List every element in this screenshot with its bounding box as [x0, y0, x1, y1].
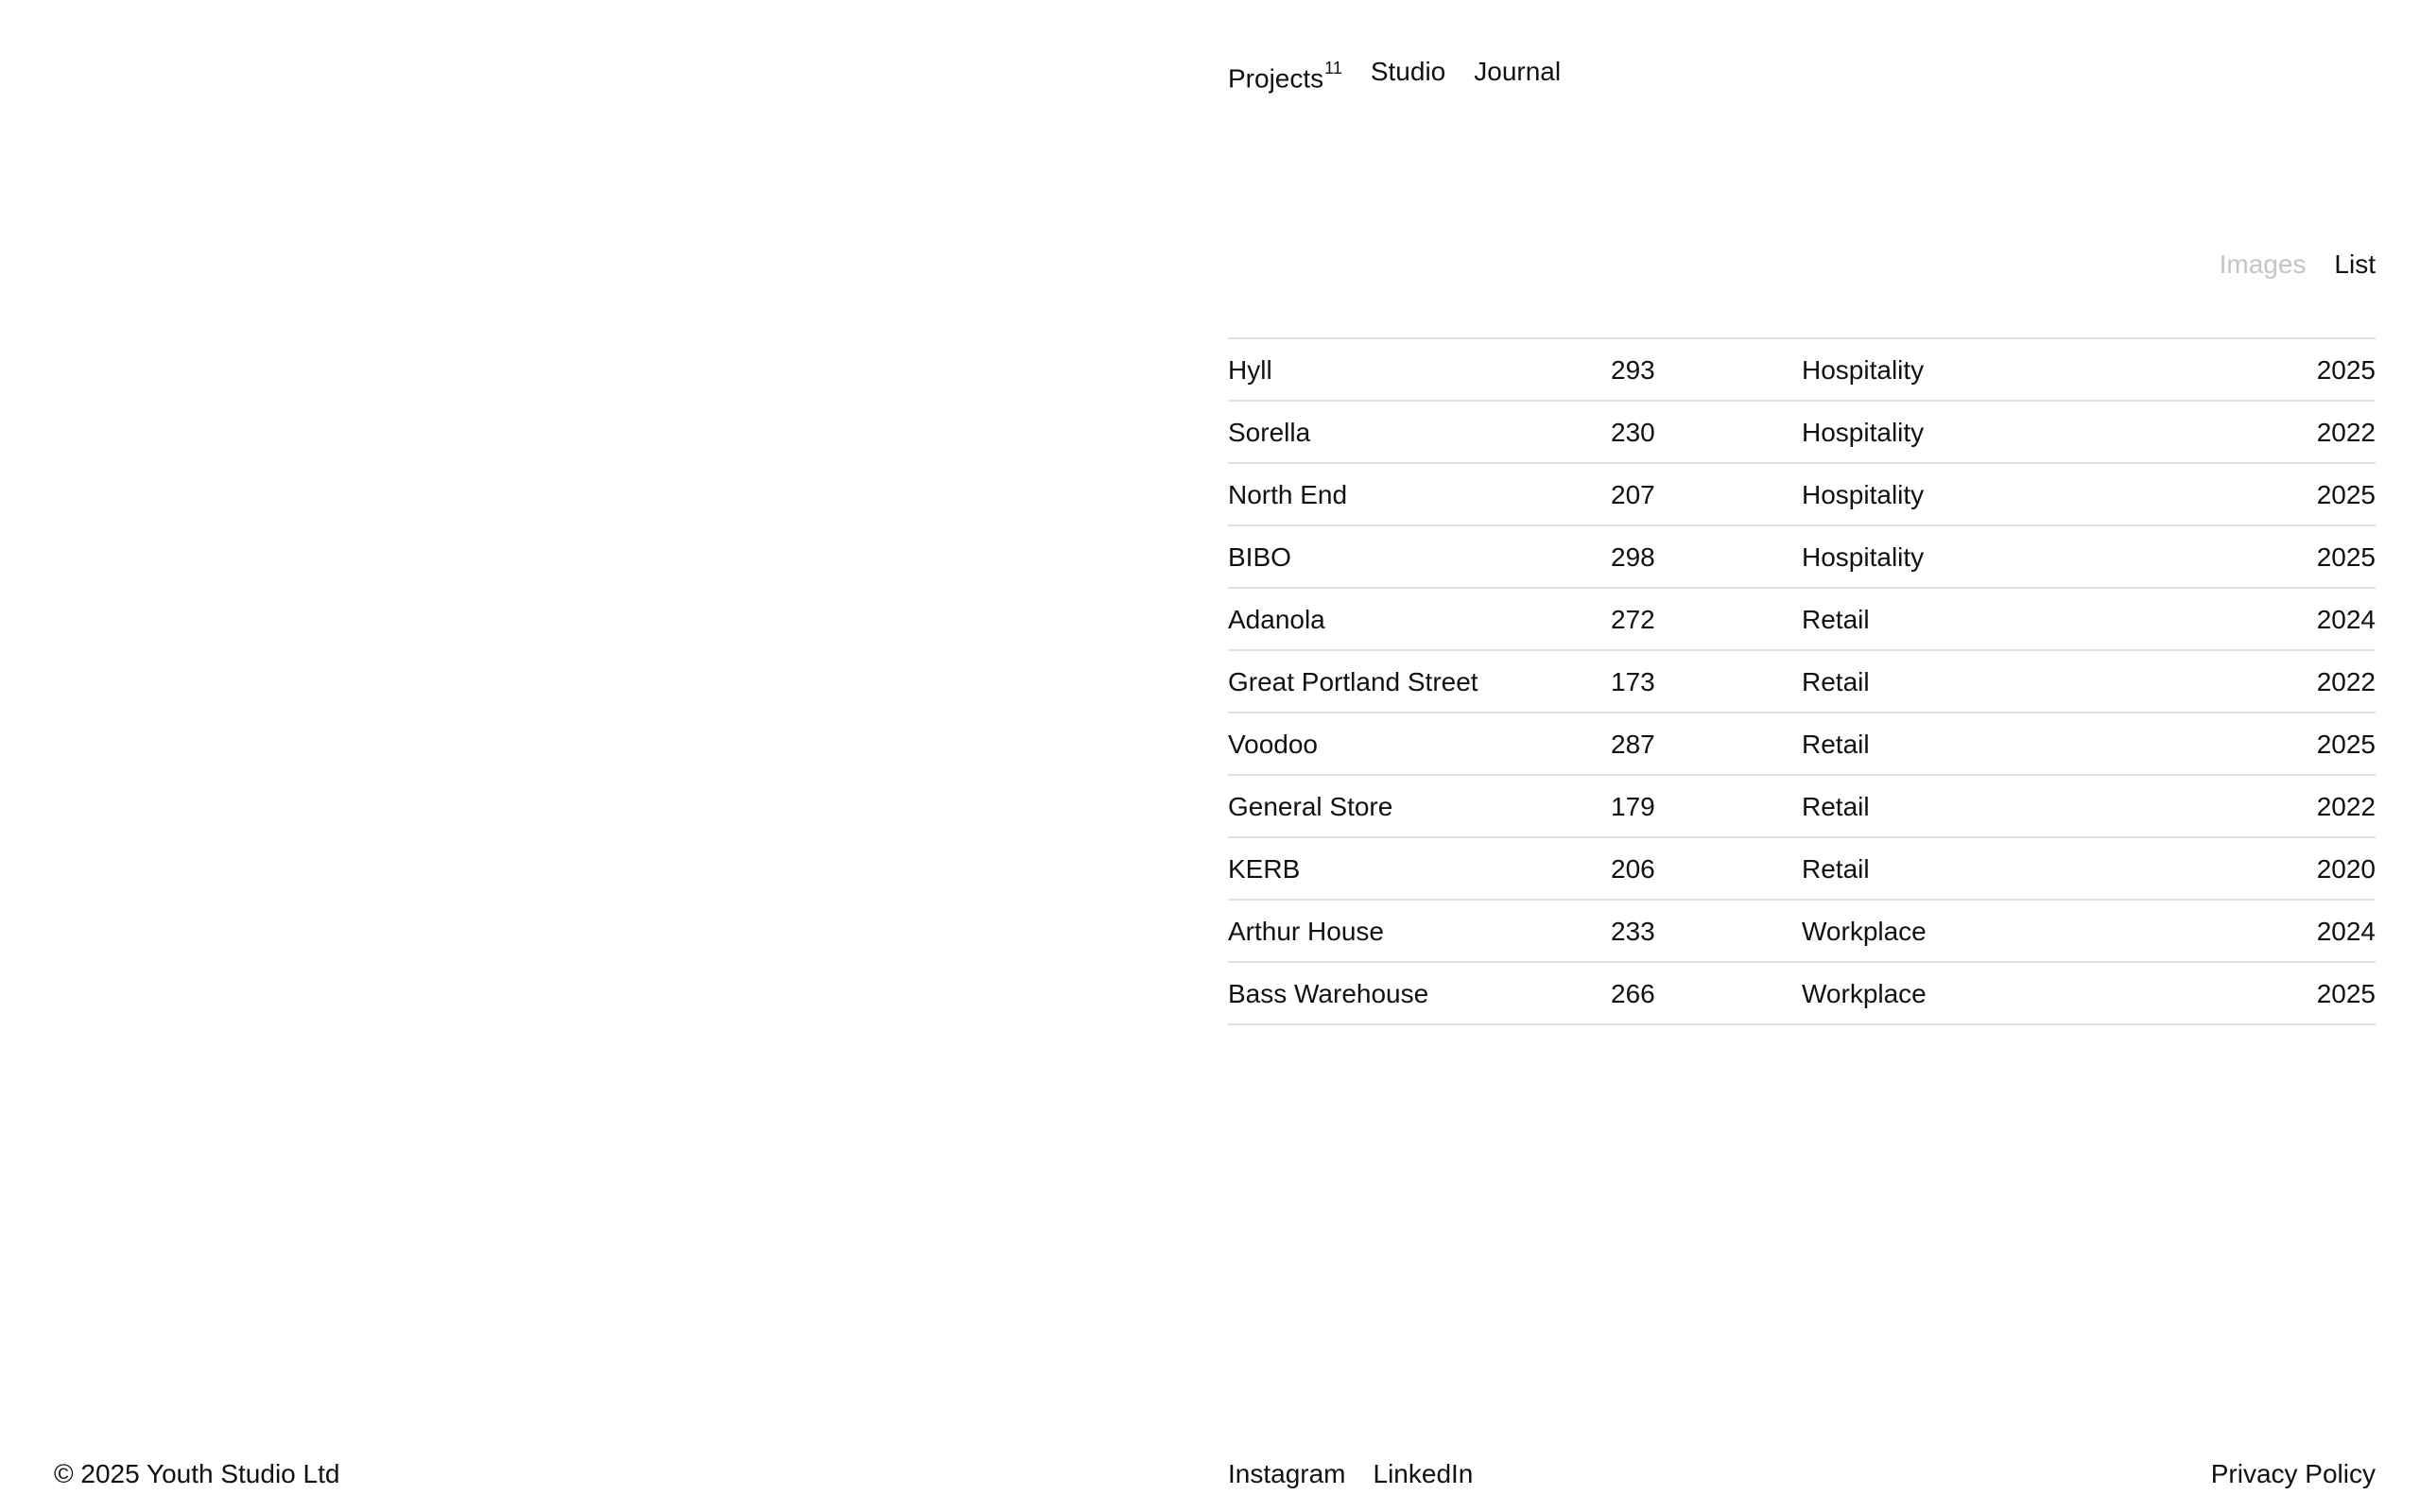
project-year: 2022	[2316, 792, 2376, 821]
project-name: Bass Warehouse	[1228, 979, 1429, 1008]
project-name: Adanola	[1228, 605, 1325, 634]
project-row[interactable]	[1228, 339, 2376, 402]
project-number: 272	[1611, 605, 1655, 634]
social-links	[1228, 1455, 1473, 1493]
main-nav	[1228, 53, 1561, 97]
project-number: 233	[1611, 917, 1655, 946]
project-name: Hyll	[1228, 355, 1272, 385]
project-number: 230	[1611, 418, 1655, 447]
project-row[interactable]	[1228, 838, 2376, 901]
project-row[interactable]	[1228, 651, 2376, 713]
project-name: Great Portland Street	[1228, 667, 1478, 696]
project-year: 2024	[2316, 605, 2376, 634]
project-row[interactable]	[1228, 901, 2376, 963]
project-category: Retail	[1802, 605, 1870, 634]
project-category: Retail	[1802, 854, 1870, 884]
project-year: 2022	[2316, 418, 2376, 447]
projects-count-badge: 11	[1324, 59, 1342, 77]
project-category: Hospitality	[1802, 542, 1925, 572]
project-row[interactable]	[1228, 589, 2376, 651]
project-number: 293	[1611, 355, 1655, 385]
nav-projects-link[interactable]	[1228, 53, 1342, 97]
project-year: 2025	[2316, 730, 2376, 759]
list-view-button[interactable]: List	[2334, 249, 2376, 279]
project-row[interactable]	[1228, 526, 2376, 589]
project-name: North End	[1228, 480, 1348, 509]
project-year: 2022	[2316, 667, 2376, 696]
project-row[interactable]	[1228, 464, 2376, 526]
project-name: KERB	[1228, 854, 1301, 884]
project-category: Retail	[1802, 730, 1870, 759]
instagram-link[interactable]: Instagram	[1228, 1459, 1346, 1488]
nav-projects-label: Projects	[1228, 63, 1324, 94]
project-row[interactable]	[1228, 402, 2376, 464]
copyright-text: © 2025 Youth Studio Ltd	[54, 1459, 340, 1488]
project-name: BIBO	[1228, 542, 1291, 572]
projects-table	[1228, 337, 2376, 1025]
project-category: Hospitality	[1802, 480, 1925, 509]
project-row[interactable]	[1228, 776, 2376, 838]
project-category: Workplace	[1802, 917, 1927, 946]
project-year: 2025	[2316, 480, 2376, 509]
linkedin-link[interactable]: LinkedIn	[1373, 1459, 1474, 1488]
project-year: 2020	[2316, 854, 2376, 884]
project-name: Voodoo	[1228, 730, 1318, 759]
project-name: Arthur House	[1228, 917, 1384, 946]
project-year: 2025	[2316, 355, 2376, 385]
images-view-button[interactable]: Images	[2219, 249, 2307, 279]
project-number: 206	[1611, 854, 1655, 884]
project-year: 2025	[2316, 979, 2376, 1008]
nav-studio-link[interactable]: Studio	[1370, 57, 1446, 86]
project-category: Hospitality	[1802, 355, 1925, 385]
project-year: 2025	[2316, 542, 2376, 572]
project-category: Retail	[1802, 667, 1870, 696]
project-category: Hospitality	[1802, 418, 1925, 447]
project-name: Sorella	[1228, 418, 1311, 447]
project-category: Workplace	[1802, 979, 1927, 1008]
project-number: 266	[1611, 979, 1655, 1008]
project-year: 2024	[2316, 917, 2376, 946]
project-number: 179	[1611, 792, 1655, 821]
project-number: 207	[1611, 480, 1655, 509]
project-row[interactable]	[1228, 713, 2376, 776]
project-name: General Store	[1228, 792, 1393, 821]
view-toggle	[2220, 246, 2376, 284]
privacy-policy-link[interactable]: Privacy Policy	[2210, 1459, 2376, 1488]
project-row[interactable]	[1228, 963, 2376, 1025]
project-number: 173	[1611, 667, 1655, 696]
project-number: 287	[1611, 730, 1655, 759]
project-number: 298	[1611, 542, 1655, 572]
project-category: Retail	[1802, 792, 1870, 821]
nav-journal-link[interactable]: Journal	[1474, 57, 1562, 86]
